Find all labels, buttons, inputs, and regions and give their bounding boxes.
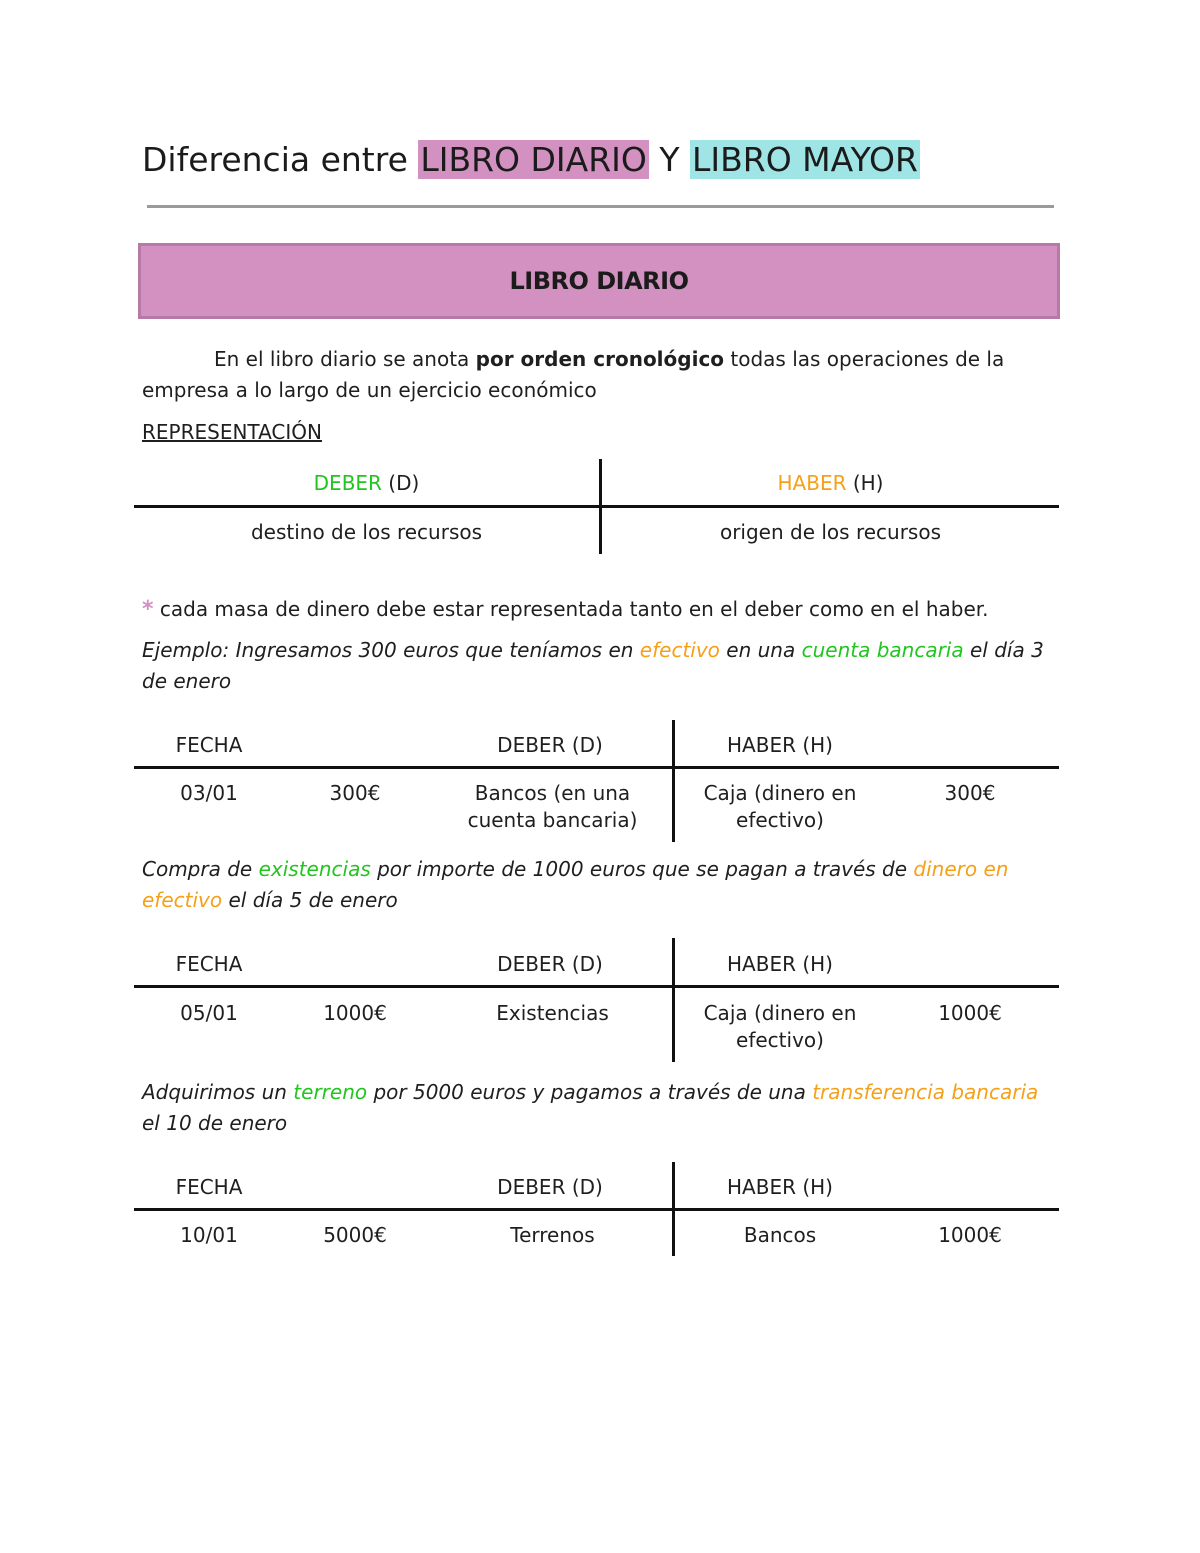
entry-debit-amount: 5000€ <box>323 1223 387 1247</box>
title-divider <box>147 205 1054 208</box>
entry-debit-account: Terrenos <box>510 1223 595 1247</box>
debe-description: destino de los recursos <box>250 520 483 544</box>
note-paragraph <box>142 594 1042 625</box>
entry-credit-amount: 1000€ <box>938 1223 1002 1247</box>
entry-debit-amount: 300€ <box>329 781 381 805</box>
example-text: en una <box>719 638 802 662</box>
example-keyword: cuenta bancaria <box>801 638 964 662</box>
example-text: por 5000 euros y pagamos a través de una <box>367 1080 813 1104</box>
example-keyword: efectivo <box>639 638 720 662</box>
example-text: Ejemplo: Ingresamos 300 euros que teníamos en <box>142 638 640 662</box>
intro-text-bold: por orden cronológico <box>475 347 725 371</box>
fecha-header: FECHA <box>175 952 243 976</box>
haber-header-suffix: (H) <box>846 471 884 495</box>
table-header-rule <box>134 985 1059 988</box>
example-description <box>142 1077 1052 1139</box>
title-highlight-mayor: LIBRO MAYOR <box>692 140 918 179</box>
example-text: el 10 de enero <box>142 1111 288 1135</box>
example-description <box>142 635 1052 697</box>
haber-header: HABER (H) <box>727 733 833 757</box>
title-prefix: Diferencia entre <box>142 140 419 179</box>
note-text: cada masa de dinero debe estar representada tanto en el deber como en el haber. <box>153 597 989 621</box>
representation-label: REPRESENTACIÓN <box>142 420 322 444</box>
table-header-rule <box>134 505 1059 508</box>
entry-credit-amount: 300€ <box>944 781 996 805</box>
example-keyword: existencias <box>258 857 371 881</box>
example-keyword: transferencia bancaria <box>812 1080 1039 1104</box>
section-banner: LIBRO DIARIO <box>138 243 1060 319</box>
entry-date: 10/01 <box>180 1223 238 1247</box>
table-header-rule <box>134 1208 1059 1211</box>
page-title <box>142 140 920 179</box>
title-connector: Y <box>648 140 691 179</box>
debe-header-word: DEBER <box>313 471 382 495</box>
entry-debit-account: Existencias <box>496 1001 609 1025</box>
debe-header: DEBER (D) <box>497 952 603 976</box>
asterisk-icon: * <box>142 597 154 622</box>
entry-debit-account: Bancos (en una cuenta bancaria) <box>467 781 638 832</box>
example-text: por importe de 1000 euros que se pagan a través de <box>370 857 914 881</box>
entry-date: 03/01 <box>180 781 238 805</box>
example-text: el día 3 de enero <box>142 638 1044 693</box>
intro-paragraph <box>142 344 1022 406</box>
entry-date: 05/01 <box>180 1001 238 1025</box>
haber-header-word: HABER <box>777 471 847 495</box>
haber-header: HABER (H) <box>727 1175 833 1199</box>
table-vertical-divider <box>672 938 675 1062</box>
debe-header: DEBER (D) <box>497 733 603 757</box>
table-vertical-divider <box>672 720 675 842</box>
haber-description: origen de los recursos <box>719 520 942 544</box>
haber-header <box>602 470 1059 497</box>
intro-text-before: En el libro diario se anota <box>214 347 476 371</box>
haber-header: HABER (H) <box>727 952 833 976</box>
entry-credit-amount: 1000€ <box>938 1001 1002 1025</box>
intro-text-after: todas las operaciones de la empresa a lo largo de un ejercicio económico <box>142 347 1005 402</box>
fecha-header: FECHA <box>175 733 243 757</box>
entry-debit-amount: 1000€ <box>323 1001 387 1025</box>
debe-header <box>134 470 599 497</box>
example-text: el día 5 de enero <box>222 888 398 912</box>
table-header-rule <box>134 766 1059 769</box>
entry-credit-account: Caja (dinero en efectivo) <box>703 1001 857 1052</box>
example-keyword: terreno <box>293 1080 368 1104</box>
debe-header-suffix: (D) <box>381 471 420 495</box>
entry-credit-account: Caja (dinero en efectivo) <box>703 781 857 832</box>
title-highlight-diario: LIBRO DIARIO <box>420 140 647 179</box>
example-text: Compra de <box>142 857 259 881</box>
debe-header: DEBER (D) <box>497 1175 603 1199</box>
entry-credit-account: Bancos <box>743 1223 817 1247</box>
example-text: Adquirimos un <box>142 1080 294 1104</box>
fecha-header: FECHA <box>175 1175 243 1199</box>
example-keyword: dinero en efectivo <box>142 857 1009 912</box>
example-description <box>142 854 1052 916</box>
